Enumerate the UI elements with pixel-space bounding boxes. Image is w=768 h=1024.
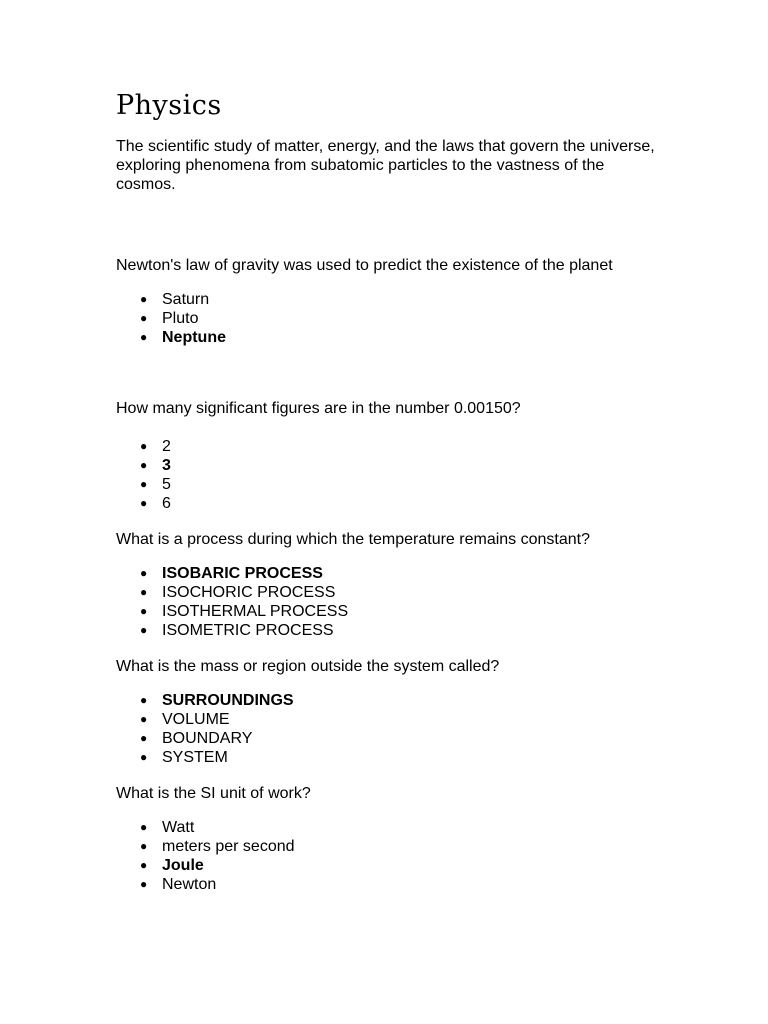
list-item (116, 710, 656, 729)
question-text: What is the mass or region outside the system called? (116, 658, 500, 675)
list-item (116, 621, 656, 640)
bullet-icon: ● (140, 820, 148, 834)
question-text: What is the SI unit of work? (116, 785, 311, 802)
option-label: SYSTEM (162, 749, 228, 766)
list-item (116, 475, 656, 494)
option-label: ISOCHORIC PROCESS (162, 584, 336, 601)
bullet-icon: ● (140, 330, 148, 344)
bullet-icon: ● (140, 750, 148, 764)
option-label: Pluto (162, 310, 199, 327)
list-item (116, 729, 656, 748)
question-block (116, 784, 656, 894)
list-item (116, 494, 656, 513)
question-block (116, 530, 656, 640)
question-block (116, 657, 656, 767)
list-item (116, 602, 656, 621)
question-text: Newton's law of gravity was used to predict the existence of the planet (116, 257, 613, 274)
bullet-icon: ● (140, 839, 148, 853)
option-label: 6 (162, 495, 171, 512)
bullet-icon: ● (140, 623, 148, 637)
list-item (116, 328, 656, 347)
list-item (116, 583, 656, 602)
list-item (116, 875, 656, 894)
bullet-icon: ● (140, 311, 148, 325)
list-item (116, 564, 656, 583)
option-label: 3 (162, 457, 171, 474)
option-label: SURROUNDINGS (162, 692, 294, 709)
option-label: ISOTHERMAL PROCESS (162, 603, 349, 620)
bullet-icon: ● (140, 496, 148, 510)
intro-paragraph: The scientific study of matter, energy, and the laws that govern the universe, exploring phenomena from subatomic particles to the vastness of the cosmos. (116, 138, 655, 193)
option-label: Newton (162, 876, 217, 893)
list-item (116, 818, 656, 837)
option-label: 2 (162, 438, 171, 455)
list-item (116, 856, 656, 875)
option-label: BOUNDARY (162, 730, 253, 747)
list-item (116, 309, 656, 328)
page-title: Physics (116, 90, 222, 121)
bullet-icon: ● (140, 693, 148, 707)
question-text: How many significant figures are in the number 0.00150? (116, 400, 521, 417)
bullet-icon: ● (140, 292, 148, 306)
list-item (116, 691, 656, 710)
options-list (116, 818, 656, 894)
bullet-icon: ● (140, 604, 148, 618)
option-label: ISOBARIC PROCESS (162, 565, 323, 582)
options-list (116, 290, 656, 347)
option-label: VOLUME (162, 711, 230, 728)
list-item (116, 290, 656, 309)
bullet-icon: ● (140, 458, 148, 472)
document-page (116, 88, 656, 894)
list-item (116, 837, 656, 856)
bullet-icon: ● (140, 877, 148, 891)
list-item (116, 456, 656, 475)
bullet-icon: ● (140, 858, 148, 872)
option-label: Saturn (162, 291, 210, 308)
list-item (116, 748, 656, 767)
list-item (116, 437, 656, 456)
options-list (116, 691, 656, 767)
option-label: 5 (162, 476, 171, 493)
option-label: Watt (162, 819, 195, 836)
option-label: Joule (162, 857, 204, 874)
option-label: ISOMETRIC PROCESS (162, 622, 334, 639)
question-text: What is a process during which the temperature remains constant? (116, 531, 591, 548)
bullet-icon: ● (140, 566, 148, 580)
options-list (116, 564, 656, 640)
bullet-icon: ● (140, 712, 148, 726)
bullet-icon: ● (140, 585, 148, 599)
bullet-icon: ● (140, 477, 148, 491)
option-label: meters per second (162, 838, 295, 855)
options-list (116, 437, 656, 513)
bullet-icon: ● (140, 731, 148, 745)
question-block (116, 399, 656, 513)
question-block (116, 256, 656, 347)
option-label: Neptune (162, 329, 226, 346)
bullet-icon: ● (140, 439, 148, 453)
